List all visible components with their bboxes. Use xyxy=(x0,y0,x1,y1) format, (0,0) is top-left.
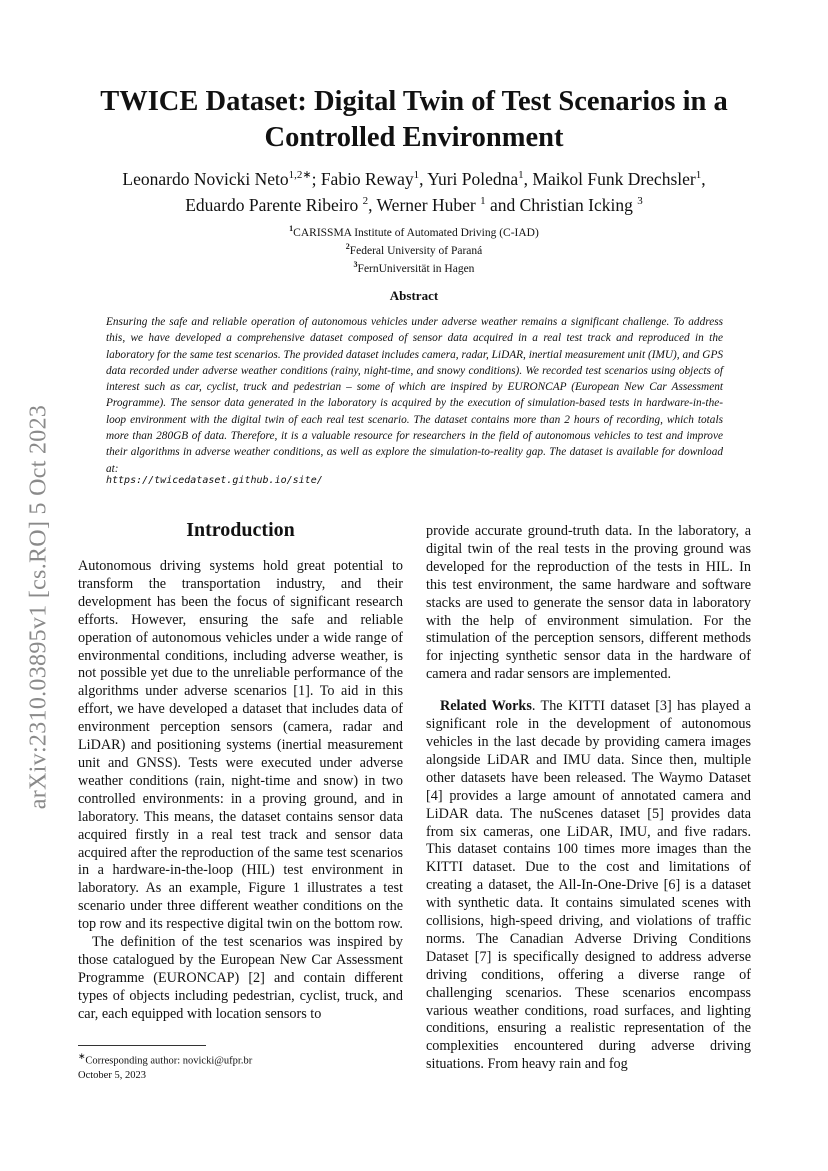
affiliation-text: Federal University of Paraná xyxy=(349,244,483,257)
abstract-heading: Abstract xyxy=(389,288,439,303)
abstract-text: Ensuring the safe and reliable operation of autonomous vehicles under adverse weather remains a significant challenge. To address this, we have developed a comprehensive dataset composed of sensor data acquired in a real test track and reproduced in the laboratory for the same test scenarios. The provided dataset includes camera, radar, LiDAR, inertial measurement unit (IMU), and GPS data recorded under adverse weather conditions (rainy, night-time, and snowy conditions). We recorded test scenarios using objects of interest such as car, cyclist, truck and pedestrian – some of which are inspired by EURONCAP (European New Car Assessment Programme). The sensor data generated in the laboratory is acquired by the execution of simulation-based tests in hardware-in-the-loop environment with the digital twin of each real test scenario. The dataset contains more than 2 hours of recording, which totals more than 280GB of data. Therefore, it is a valuable resource for researchers in the field of autonomous vehicles to test and improve their algorithms in adverse weather conditions, as well as explore the simulation-to-reality gap. The dataset is available for download at: xyxy=(106,316,723,475)
author-affil-mark: 1 xyxy=(413,169,420,181)
author-affil-mark: 3 xyxy=(637,194,643,207)
author-name: Leonardo Novicki Neto xyxy=(122,168,289,189)
affiliation-number: 1 xyxy=(289,224,294,233)
author-affil-mark: 1 xyxy=(480,194,486,207)
author-affil-mark: 1,2∗ xyxy=(288,169,312,181)
arxiv-identifier: arXiv:2310.03895v1 [cs.RO] 5 Oct 2023 xyxy=(25,404,52,810)
author-name: , Werner Huber xyxy=(368,194,481,215)
title-line-2: Controlled Environment xyxy=(264,122,564,153)
footnote-mark: ∗ xyxy=(78,1051,86,1061)
author-list xyxy=(60,164,768,216)
title-line-1: TWICE Dataset: Digital Twin of Test Scenarios in a xyxy=(100,86,728,117)
affiliation xyxy=(60,222,768,240)
right-column xyxy=(426,523,751,1074)
footnote-text: Corresponding author: novicki@ufpr.br xyxy=(85,1055,253,1067)
author-separator: , xyxy=(701,168,706,189)
corresponding-author-footnote xyxy=(78,1049,252,1069)
author-name: , Maikol Funk Drechsler xyxy=(523,168,696,189)
arxiv-side-stamp xyxy=(14,372,64,842)
related-works-paragraph xyxy=(426,698,751,1074)
paper-title xyxy=(60,84,768,156)
affiliation xyxy=(60,240,768,258)
affiliation-text: FernUniversität in Hagen xyxy=(357,262,475,275)
footnote-rule xyxy=(78,1045,206,1046)
affiliation-number: 3 xyxy=(353,259,358,269)
intro-paragraph-1: Autonomous driving systems hold great potential to transform the transportation industry, and their development has been the focus of significant research efforts. However, ensuring the safe and reliable operation of autonomous vehicles under a wide range of environmental conditions, including adverse weather, is not possible yet due to the unreliable performance of the algorithms under adverse scenarios [1]. To aid in this effort, we have developed a dataset that includes data of environment perception sensors (camera, radar and LiDAR) and positioning systems (inertial measurement unit and GNSS). Tests were executed under adverse weather conditions (rain, night-time and snow) in two controlled environments: in a proving ground, and in laboratory. This means, the dataset contains sensor data acquired firstly in a real test track and sensor data acquired after the reproduction of the same test scenarios in a hardware-in-the-loop (HIL) test environment in laboratory. As an example, Figure 1 illustrates a test scenario under three different weather conditions on the top row and its respective digital twin on the bottom row. xyxy=(78,558,403,933)
affiliation-number: 2 xyxy=(345,241,350,251)
author-name: , Yuri Poledna xyxy=(419,168,519,189)
section-heading-introduction: Introduction xyxy=(186,519,295,541)
dataset-url-link[interactable]: https://twicedataset.github.io/site/ xyxy=(106,475,323,486)
affiliation-list xyxy=(60,222,768,275)
footnote-area xyxy=(78,1049,252,1083)
related-works-lead: Related Works xyxy=(440,698,532,715)
author-affil-mark: 1 xyxy=(518,169,524,181)
intro-paragraph-2: The definition of the test scenarios was inspired by those catalogued by the European New Car Assessment Programme (EURONCAP) [2] and contain different types of objects including pedestrian, cyclist, truck, and car, each equipped with location sensors to xyxy=(78,934,403,1022)
author-affil-mark: 1 xyxy=(695,169,702,181)
affiliation-text: CARISSMA Institute of Automated Driving (C-IAD) xyxy=(293,226,539,239)
author-name: ; Fabio Reway xyxy=(311,168,414,189)
paper-date: October 5, 2023 xyxy=(78,1069,146,1081)
intro-paragraph-3: provide accurate ground-truth data. In the laboratory, a digital twin of the real tests in the proving ground was developed for the reproduction of the tests in HIL. In this test environment, the same hardware and software stacks are used to generate the sensor data in laboratory with the help of environment simulation. For the stimulation of the perception sensors, different methods for injecting synthetic sensor data in the hardware of camera and radar sensors are implemented. xyxy=(426,523,751,683)
left-column xyxy=(78,558,403,1024)
author-name: Eduardo Parente Ribeiro xyxy=(185,194,363,215)
author-name: and Christian Icking xyxy=(485,194,638,215)
author-affil-mark: 2 xyxy=(362,194,369,207)
affiliation xyxy=(60,258,768,276)
related-works-text: . The KITTI dataset [3] has played a significant role in the development of autonomous vehicles in the last decade by providing camera images alongside LiDAR and IMU data. Since then, multiple other datasets have been released. The Waymo Dataset [4] provides a large amount of annotated camera and LiDAR data. The nuScenes dataset [5] provides data from six cameras, one LiDAR, IMU, and five radars. This dataset contains 100 times more images than the KITTI dataset. Due to the cost and limitations of creating a dataset, the All-In-One-Drive [6] is a dataset with synthetic data. It contains simulated scenes with collisions, high-speed driving, and violations of traffic norms. The Canadian Adverse Driving Conditions Dataset [7] is specifically designed to address adverse driving conditions, offering a diverse range of challenging scenarios. These scenarios encompass various weather conditions, road surfaces, and lighting conditions, ensuring a realistic representation of the complexities encountered during adverse driving situations. From heavy rain and fog xyxy=(426,698,751,1073)
